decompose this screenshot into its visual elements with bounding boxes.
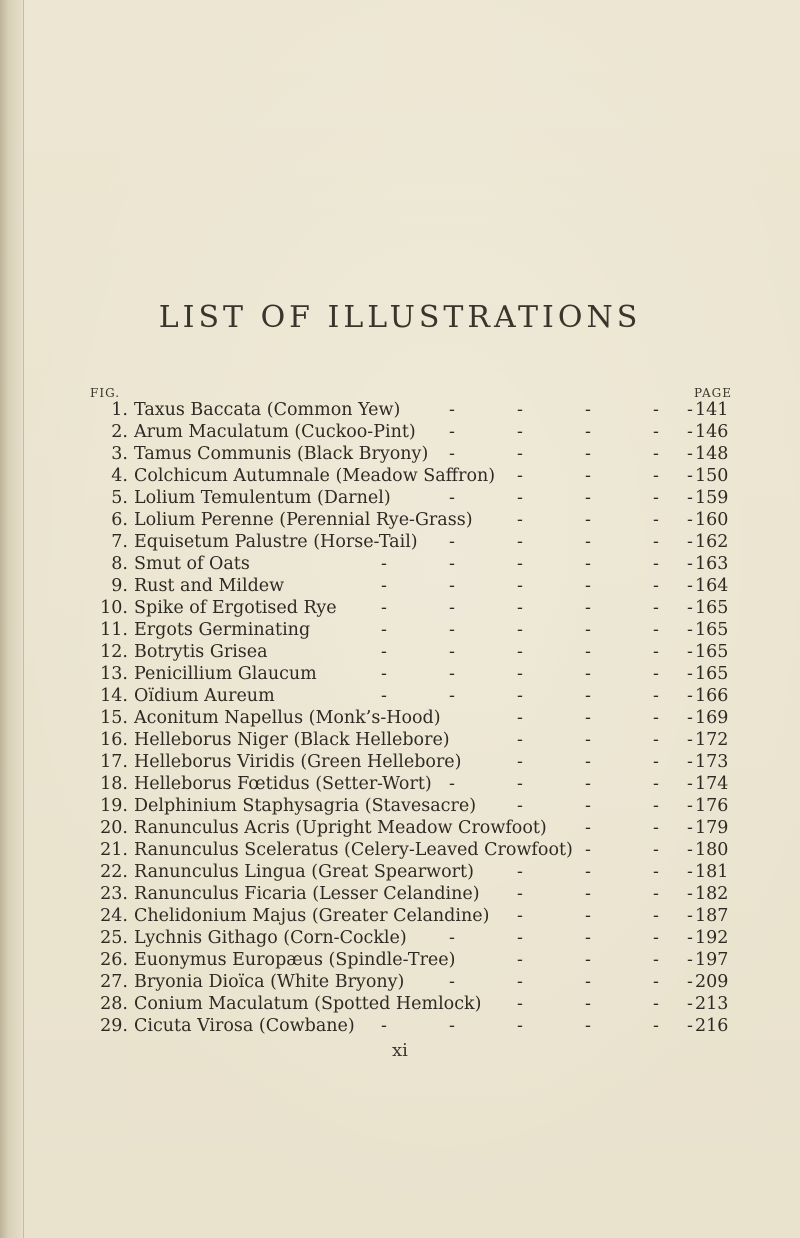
leader-dash: - — [687, 884, 693, 904]
leader-dash: - — [687, 994, 693, 1014]
leader-dash: - — [687, 686, 693, 706]
figure-number: 11. — [100, 620, 128, 640]
figure-number: 14. — [100, 686, 128, 706]
leader-dash: - — [517, 906, 523, 926]
leader-dash: - — [517, 686, 523, 706]
figure-title: Ranunculus Ficaria (Lesser Celandine) — [134, 884, 480, 904]
list-item — [90, 641, 740, 663]
leader-dash: - — [449, 422, 455, 442]
leader-dash: - — [449, 664, 455, 684]
list-item — [90, 729, 740, 751]
figure-title: Ranunculus Sceleratus (Celery-Leaved Crowfoot) — [134, 840, 573, 860]
leader-dash: - — [687, 730, 693, 750]
figure-number: 21. — [100, 840, 128, 860]
figure-title: Chelidonium Majus (Greater Celandine) — [134, 906, 490, 926]
figure-title: Colchicum Autumnale (Meadow Saffron) — [134, 466, 496, 486]
page-number: 174 — [695, 774, 729, 794]
leader-dash: - — [585, 972, 591, 992]
figure-title: Helleborus Fœtidus (Setter-Wort) — [134, 774, 432, 794]
leader-dash: - — [585, 510, 591, 530]
leader-dash: - — [585, 576, 591, 596]
page-number: 180 — [695, 840, 729, 860]
figure-title: Euonymus Europæus (Spindle-Tree) — [134, 950, 456, 970]
figure-title: Delphinium Staphysagria (Stavesacre) — [134, 796, 477, 816]
leader-dash: - — [517, 928, 523, 948]
leader-dash: - — [517, 862, 523, 882]
list-item — [90, 817, 740, 839]
leader-dash: - — [517, 1016, 523, 1036]
page-number: 163 — [695, 554, 729, 574]
figure-title: Arum Maculatum (Cuckoo-Pint) — [134, 422, 416, 442]
list-item — [90, 949, 740, 971]
page-column-header: PAGE — [694, 386, 732, 400]
illustrations-list — [90, 399, 740, 1037]
leader-dash: - — [687, 620, 693, 640]
leader-dash: - — [585, 642, 591, 662]
leader-dash: - — [381, 576, 387, 596]
leader-dash: - — [687, 444, 693, 464]
page-number: 187 — [695, 906, 729, 926]
leader-dash: - — [687, 642, 693, 662]
leader-dash: - — [653, 488, 659, 508]
leader-dash: - — [653, 928, 659, 948]
leader-dash: - — [517, 972, 523, 992]
leader-dash: - — [449, 598, 455, 618]
figure-number: 1. — [111, 400, 128, 420]
list-item — [90, 905, 740, 927]
leader-dash: - — [585, 818, 591, 838]
figure-number: 9. — [111, 576, 128, 596]
leader-dash: - — [585, 840, 591, 860]
list-item — [90, 597, 740, 619]
leader-dash: - — [381, 620, 387, 640]
leader-dash: - — [687, 466, 693, 486]
leader-dash: - — [381, 554, 387, 574]
page-number: 182 — [695, 884, 729, 904]
leader-dash: - — [653, 774, 659, 794]
list-item — [90, 751, 740, 773]
figure-title: Helleborus Niger (Black Hellebore) — [134, 730, 450, 750]
leader-dash: - — [653, 818, 659, 838]
figure-title: Equisetum Palustre (Horse-Tail) — [134, 532, 418, 552]
figure-number: 25. — [100, 928, 128, 948]
figure-number: 22. — [100, 862, 128, 882]
leader-dash: - — [653, 840, 659, 860]
figure-title: Taxus Baccata (Common Yew) — [134, 400, 401, 420]
leader-dash: - — [517, 554, 523, 574]
leader-dash: - — [585, 774, 591, 794]
figure-title: Lolium Perenne (Perennial Rye-Grass) — [134, 510, 473, 530]
page-number: 148 — [695, 444, 729, 464]
leader-dash: - — [585, 752, 591, 772]
leader-dash: - — [585, 994, 591, 1014]
leader-dash: - — [517, 884, 523, 904]
leader-dash: - — [653, 1016, 659, 1036]
figure-title: Aconitum Napellus (Monk’s-Hood) — [134, 708, 441, 728]
leader-dash: - — [449, 928, 455, 948]
figure-number: 24. — [100, 906, 128, 926]
leader-dash: - — [653, 444, 659, 464]
leader-dash: - — [653, 598, 659, 618]
leader-dash: - — [449, 576, 455, 596]
list-item — [90, 575, 740, 597]
leader-dash: - — [517, 620, 523, 640]
page-number: 216 — [695, 1016, 729, 1036]
leader-dash: - — [687, 488, 693, 508]
leader-dash: - — [449, 444, 455, 464]
leader-dash: - — [687, 532, 693, 552]
figure-number: 16. — [100, 730, 128, 750]
figure-number: 28. — [100, 994, 128, 1014]
leader-dash: - — [449, 488, 455, 508]
leader-dash: - — [687, 664, 693, 684]
leader-dash: - — [687, 972, 693, 992]
leader-dash: - — [517, 422, 523, 442]
leader-dash: - — [653, 906, 659, 926]
figure-number: 29. — [100, 1016, 128, 1036]
leader-dash: - — [653, 620, 659, 640]
list-item — [90, 861, 740, 883]
list-item — [90, 509, 740, 531]
figure-title: Cicuta Virosa (Cowbane) — [134, 1016, 355, 1036]
page-number: 192 — [695, 928, 729, 948]
leader-dash: - — [687, 400, 693, 420]
page-number: 165 — [695, 642, 729, 662]
leader-dash: - — [585, 664, 591, 684]
leader-dash: - — [653, 400, 659, 420]
list-item — [90, 465, 740, 487]
figure-title: Smut of Oats — [134, 554, 250, 574]
figure-number: 13. — [100, 664, 128, 684]
leader-dash: - — [517, 510, 523, 530]
page-title: LIST OF ILLUSTRATIONS — [158, 300, 642, 335]
leader-dash: - — [449, 774, 455, 794]
leader-dash: - — [449, 1016, 455, 1036]
list-item — [90, 993, 740, 1015]
leader-dash: - — [687, 862, 693, 882]
leader-dash: - — [653, 554, 659, 574]
leader-dash: - — [687, 774, 693, 794]
leader-dash: - — [517, 466, 523, 486]
leader-dash: - — [653, 664, 659, 684]
leader-dash: - — [585, 928, 591, 948]
figure-number: 20. — [100, 818, 128, 838]
leader-dash: - — [449, 532, 455, 552]
leader-dash: - — [517, 598, 523, 618]
figure-number: 8. — [111, 554, 128, 574]
leader-dash: - — [687, 598, 693, 618]
leader-dash: - — [653, 972, 659, 992]
page-number: 165 — [695, 598, 729, 618]
page-number: 146 — [695, 422, 729, 442]
leader-dash: - — [585, 444, 591, 464]
leader-dash: - — [449, 972, 455, 992]
page-number: 141 — [695, 400, 729, 420]
leader-dash: - — [585, 488, 591, 508]
figure-title: Ranunculus Acris (Upright Meadow Crowfoot) — [134, 818, 547, 838]
leader-dash: - — [517, 400, 523, 420]
leader-dash: - — [585, 466, 591, 486]
leader-dash: - — [381, 664, 387, 684]
figure-number: 10. — [100, 598, 128, 618]
leader-dash: - — [585, 708, 591, 728]
page-number: 159 — [695, 488, 729, 508]
leader-dash: - — [687, 928, 693, 948]
leader-dash: - — [517, 444, 523, 464]
figure-title: Lolium Temulentum (Darnel) — [134, 488, 391, 508]
page-number: 181 — [695, 862, 729, 882]
list-item — [90, 927, 740, 949]
leader-dash: - — [687, 422, 693, 442]
leader-dash: - — [653, 466, 659, 486]
leader-dash: - — [517, 532, 523, 552]
list-item — [90, 773, 740, 795]
figure-number: 27. — [100, 972, 128, 992]
list-item — [90, 685, 740, 707]
leader-dash: - — [653, 510, 659, 530]
leader-dash: - — [517, 642, 523, 662]
figure-number: 23. — [100, 884, 128, 904]
leader-dash: - — [449, 642, 455, 662]
leader-dash: - — [687, 510, 693, 530]
leader-dash: - — [517, 796, 523, 816]
list-item — [90, 839, 740, 861]
figure-number: 19. — [100, 796, 128, 816]
figure-number: 17. — [100, 752, 128, 772]
list-item — [90, 883, 740, 905]
figure-title: Conium Maculatum (Spotted Hemlock) — [134, 994, 482, 1014]
leader-dash: - — [687, 840, 693, 860]
page-number: 166 — [695, 686, 729, 706]
figure-number: 2. — [111, 422, 128, 442]
page-number: 197 — [695, 950, 729, 970]
leader-dash: - — [449, 686, 455, 706]
fig-column-header: FIG. — [90, 386, 121, 400]
figure-number: 4. — [111, 466, 128, 486]
figure-title: Spike of Ergotised Rye — [134, 598, 337, 618]
figure-title: Botrytis Grisea — [134, 642, 268, 662]
leader-dash: - — [653, 994, 659, 1014]
leader-dash: - — [687, 1016, 693, 1036]
page-number: 160 — [695, 510, 729, 530]
leader-dash: - — [517, 708, 523, 728]
figure-title: Bryonia Dioïca (White Bryony) — [134, 972, 405, 992]
page-number: 162 — [695, 532, 729, 552]
list-item — [90, 421, 740, 443]
leader-dash: - — [585, 554, 591, 574]
leader-dash: - — [517, 950, 523, 970]
list-item — [90, 971, 740, 993]
list-item — [90, 619, 740, 641]
leader-dash: - — [687, 554, 693, 574]
page-number: 209 — [695, 972, 729, 992]
page-number: 150 — [695, 466, 729, 486]
leader-dash: - — [687, 950, 693, 970]
leader-dash: - — [517, 488, 523, 508]
list-item — [90, 1015, 740, 1037]
leader-dash: - — [653, 862, 659, 882]
figure-title: Oïdium Aureum — [134, 686, 275, 706]
leader-dash: - — [585, 598, 591, 618]
leader-dash: - — [449, 554, 455, 574]
leader-dash: - — [653, 532, 659, 552]
leader-dash: - — [585, 532, 591, 552]
leader-dash: - — [585, 862, 591, 882]
figure-title: Tamus Communis (Black Bryony) — [134, 444, 429, 464]
leader-dash: - — [653, 884, 659, 904]
figure-title: Ergots Germinating — [134, 620, 311, 640]
figure-number: 7. — [111, 532, 128, 552]
leader-dash: - — [653, 730, 659, 750]
figure-title: Rust and Mildew — [134, 576, 285, 596]
leader-dash: - — [449, 400, 455, 420]
leader-dash: - — [687, 576, 693, 596]
leader-dash: - — [381, 642, 387, 662]
leader-dash: - — [449, 620, 455, 640]
leader-dash: - — [381, 598, 387, 618]
figure-number: 26. — [100, 950, 128, 970]
leader-dash: - — [517, 730, 523, 750]
leader-dash: - — [517, 664, 523, 684]
leader-dash: - — [585, 796, 591, 816]
page-number: 164 — [695, 576, 729, 596]
leader-dash: - — [585, 730, 591, 750]
list-item — [90, 443, 740, 465]
page-number: 176 — [695, 796, 729, 816]
leader-dash: - — [687, 708, 693, 728]
list-item — [90, 707, 740, 729]
leader-dash: - — [687, 818, 693, 838]
leader-dash: - — [585, 422, 591, 442]
leader-dash: - — [585, 950, 591, 970]
leader-dash: - — [653, 422, 659, 442]
leader-dash: - — [687, 752, 693, 772]
leader-dash: - — [653, 708, 659, 728]
leader-dash: - — [653, 642, 659, 662]
leader-dash: - — [653, 576, 659, 596]
figure-title: Penicillium Glaucum — [134, 664, 317, 684]
leader-dash: - — [687, 906, 693, 926]
figure-number: 15. — [100, 708, 128, 728]
leader-dash: - — [585, 884, 591, 904]
page-number: 173 — [695, 752, 729, 772]
figure-number: 12. — [100, 642, 128, 662]
figure-title: Lychnis Githago (Corn-Cockle) — [134, 928, 407, 948]
figure-number: 18. — [100, 774, 128, 794]
figure-number: 3. — [111, 444, 128, 464]
page-number: 179 — [695, 818, 729, 838]
figure-title: Helleborus Viridis (Green Hellebore) — [134, 752, 462, 772]
list-item — [90, 553, 740, 575]
figure-title: Ranunculus Lingua (Great Spearwort) — [134, 862, 474, 882]
leader-dash: - — [585, 686, 591, 706]
leader-dash: - — [517, 774, 523, 794]
leader-dash: - — [585, 620, 591, 640]
page-number: 172 — [695, 730, 729, 750]
page-number: 169 — [695, 708, 729, 728]
leader-dash: - — [585, 400, 591, 420]
figure-number: 5. — [111, 488, 128, 508]
page-number-footer: xi — [392, 1040, 408, 1061]
leader-dash: - — [653, 796, 659, 816]
list-item — [90, 663, 740, 685]
page-number: 165 — [695, 664, 729, 684]
list-item — [90, 487, 740, 509]
page-number: 165 — [695, 620, 729, 640]
leader-dash: - — [381, 686, 387, 706]
leader-dash: - — [653, 686, 659, 706]
figure-number: 6. — [111, 510, 128, 530]
leader-dash: - — [653, 950, 659, 970]
leader-dash: - — [653, 752, 659, 772]
leader-dash: - — [517, 752, 523, 772]
leader-dash: - — [517, 576, 523, 596]
leader-dash: - — [585, 906, 591, 926]
leader-dash: - — [517, 994, 523, 1014]
list-item — [90, 399, 740, 421]
leader-dash: - — [585, 1016, 591, 1036]
leader-dash: - — [687, 796, 693, 816]
list-item — [90, 795, 740, 817]
page-number: 213 — [695, 994, 729, 1014]
leader-dash: - — [381, 1016, 387, 1036]
list-item — [90, 531, 740, 553]
